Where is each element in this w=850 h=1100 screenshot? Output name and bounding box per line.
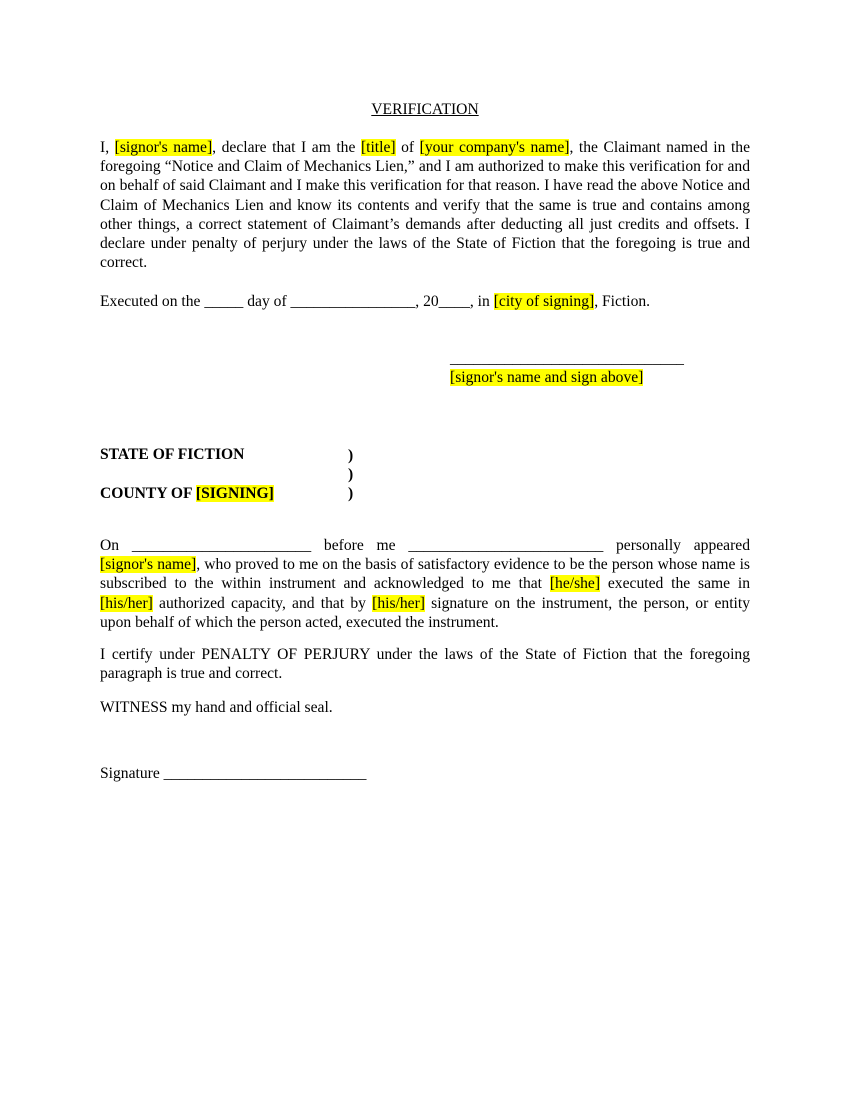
he-she-field[interactable]: [he/she]	[549, 575, 601, 593]
venue-paren-1: )	[348, 447, 354, 464]
verification-paragraph: I, [signor's name], declare that I am the [title] of [your company's name], the Claimant named in the foregoing “Notice and Claim of Mechanics Lien,” and I am authorized to make this verification for and on behalf of said Claimant and I make this verification for that reason. I have read the above Notice and Claim of Mechanics Lien and know its contents and verify that the same is true and contains among other things, a correct statement of Claimant’s demands after deducting all just credits and offsets. I declare under penalty of perjury under the laws of the State of Fiction that the foregoing is true and correct.	[100, 139, 750, 272]
certify-paragraph: I certify under PENALTY OF PERJURY under the laws of the State of Fiction that the foregoing paragraph is true and correct.	[100, 646, 750, 683]
his-her-field-2[interactable]: [his/her]	[372, 594, 425, 612]
county-field[interactable]: [SIGNING]	[195, 485, 274, 502]
venue-state: STATE OF FICTION	[100, 446, 245, 463]
company-name-field[interactable]: [your company's name]	[419, 139, 570, 156]
acknowledgment-paragraph: On _______________________ before me _________________________ personally appeared [signor's name], who proved to me on the basis of satisfactory evidence to be the person whose name is subscribed to the within instrument and acknowledged to me that [he/she] executed the same in [his/her] authorized capacity, and that by [his/her] signature on the instrument, the person, or entity upon behalf of which the person acted, executed the instrument.	[100, 537, 750, 631]
document-title: VERIFICATION	[371, 101, 479, 118]
ack-signor-name-field[interactable]: [signor's name]	[100, 556, 197, 574]
signor-sign-field[interactable]: [signor's name and sign above]	[450, 369, 644, 386]
city-of-signing-field[interactable]: [city of signing]	[493, 293, 595, 310]
his-her-field-1[interactable]: [his/her]	[100, 594, 153, 612]
signature-block-label	[450, 368, 643, 387]
signor-name-field[interactable]: [signor's name]	[114, 139, 213, 156]
executed-line: Executed on the _____ day of ________________, 20____, in [city of signing], Fiction.	[100, 293, 651, 310]
signature-field: Signature __________________________	[100, 765, 367, 782]
signature-blank[interactable]: __________________________	[163, 765, 367, 782]
signature-line: ______________________________	[450, 350, 684, 367]
witness-line: WITNESS my hand and official seal.	[100, 699, 333, 716]
venue-paren-2: )	[348, 466, 354, 483]
venue-county: COUNTY OF [SIGNING]	[100, 485, 274, 502]
venue-paren-3: )	[348, 485, 354, 502]
title-field[interactable]: [title]	[360, 139, 396, 156]
